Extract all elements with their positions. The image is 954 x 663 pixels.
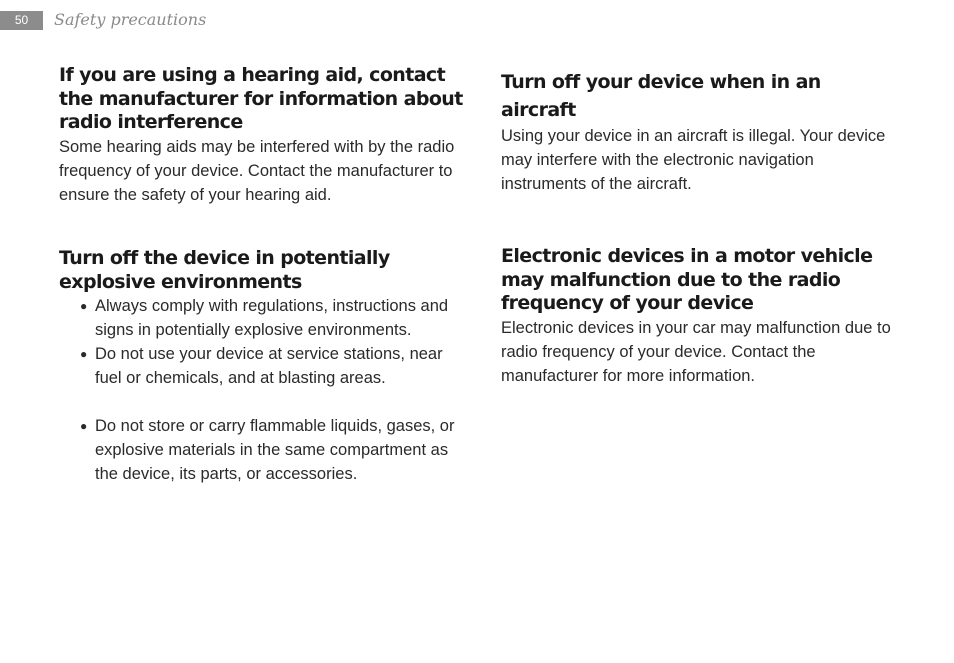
section-body: Some hearing aids may be interfered with by the radio frequency of your device. Contact the manufacturer to ensure the safety of your hearing aid.	[59, 137, 455, 204]
bullet-item	[59, 342, 469, 390]
bullet-dot-icon: ●	[80, 419, 88, 433]
bullet-dot-icon: ●	[80, 347, 88, 361]
page-number: 50	[0, 11, 43, 30]
section-hearing-aid	[59, 64, 464, 207]
bullet-item	[59, 294, 469, 342]
section-heading: If you are using a hearing aid, contact the manufacturer for information about radio interference	[59, 64, 463, 133]
running-header-title: Safety precautions	[54, 10, 207, 29]
bullet-text: Do not store or carry flammable liquids, gases, or explosive materials in the same compartment as the device, its parts, or accessories.	[95, 417, 455, 483]
section-heading: Turn off the device in potentially explosive environments	[59, 247, 390, 293]
section-motor-vehicle	[501, 245, 906, 388]
section-heading: Turn off your device when in an aircraft	[501, 71, 821, 121]
bullet-item	[59, 414, 469, 486]
section-body: Using your device in an aircraft is illegal. Your device may interfere with the electronic navigation instruments of the aircraft.	[501, 127, 886, 193]
section-heading: Electronic devices in a motor vehicle may malfunction due to the radio frequency of your device	[501, 245, 873, 314]
section-aircraft	[501, 68, 901, 196]
bullet-dot-icon: ●	[80, 299, 88, 313]
bullet-text: Always comply with regulations, instructions and signs in potentially explosive environments.	[95, 297, 449, 339]
bullet-list	[59, 294, 469, 486]
section-body: Electronic devices in your car may malfunction due to radio frequency of your device. Contact the manufacturer for more information.	[501, 318, 891, 385]
bullet-text: Do not use your device at service stations, near fuel or chemicals, and at blasting areas.	[95, 345, 443, 387]
section-explosive-environments	[59, 247, 469, 486]
